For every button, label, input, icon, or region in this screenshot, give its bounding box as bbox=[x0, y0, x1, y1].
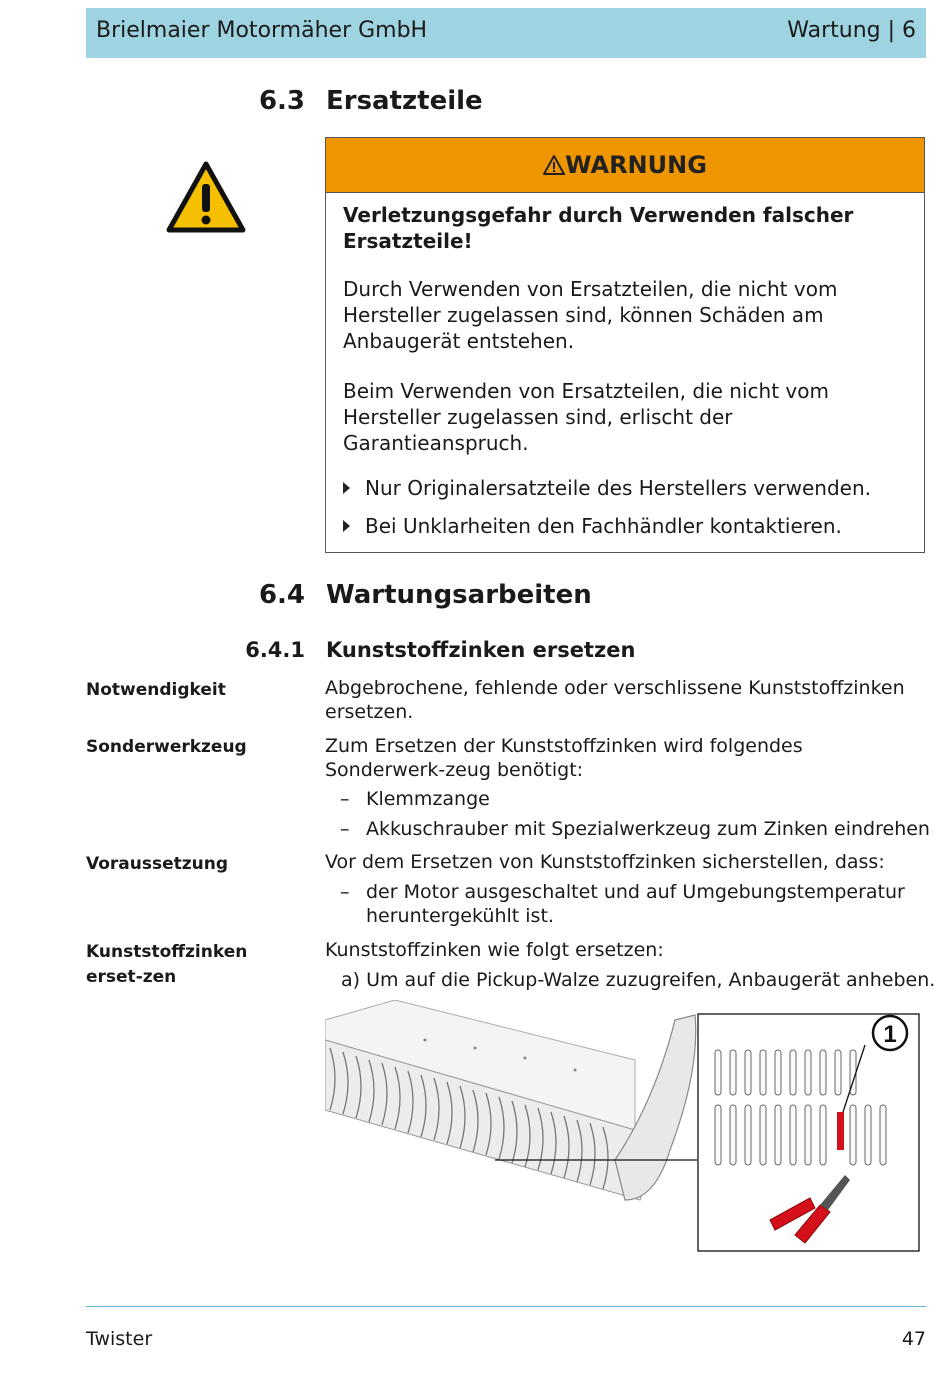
arrow-right-icon bbox=[343, 482, 350, 494]
section-number: 6.3 bbox=[258, 86, 305, 116]
section-number: 6.4 bbox=[258, 580, 305, 610]
warning-label: WARNUNG bbox=[565, 151, 707, 179]
warning-bullet: Nur Originalersatzteile des Herstellers verwenden. bbox=[343, 475, 871, 501]
footer-divider bbox=[86, 1306, 926, 1307]
warning-headline: Verletzungsgefahr durch Verwenden falscher Ersatzteile! bbox=[343, 203, 854, 253]
list-item: – der Motor ausgeschaltet und auf Umgebungstemperatur heruntergekühlt ist. bbox=[340, 881, 905, 927]
precondition-text: Vor dem Ersetzen von Kunststoffzinken sicherstellen, dass: bbox=[325, 851, 885, 873]
section-title: Ersatzteile bbox=[326, 86, 483, 116]
warning-bullet: Bei Unklarheiten den Fachhändler kontaktieren. bbox=[343, 513, 842, 539]
company-name: Brielmaier Motormäher GmbH bbox=[96, 18, 428, 43]
pickup-roller-illustration bbox=[325, 1000, 925, 1254]
warning-paragraph-1: Durch Verwenden von Ersatzteilen, die nicht vom Hersteller zugelassen sind, können Schäden am Anbaugerät entstehen. bbox=[343, 277, 838, 353]
arrow-right-icon bbox=[343, 520, 350, 532]
subsection-title: Kunststoffzinken ersetzen bbox=[326, 638, 636, 662]
side-label-replace: Kunststoffzinken erset-zen bbox=[86, 942, 248, 987]
callout-number: 1 bbox=[883, 1021, 897, 1048]
step-a: a) Um auf die Pickup-Walze zuzugreifen, Anbaugerät anheben. bbox=[341, 969, 936, 991]
tool-text: Zum Ersetzen der Kunststoffzinken wird folgendes Sonderwerk-zeug benötigt: bbox=[325, 735, 803, 781]
warning-small-icon bbox=[543, 155, 565, 175]
page-header bbox=[86, 8, 926, 58]
subsection-number: 6.4.1 bbox=[245, 638, 305, 662]
page-number: 47 bbox=[901, 1328, 926, 1350]
chapter-label: Wartung | 6 bbox=[787, 18, 916, 43]
side-label-tool: Sonderwerkzeug bbox=[86, 737, 247, 757]
warning-bar bbox=[326, 138, 924, 193]
side-label-precondition: Voraussetzung bbox=[86, 854, 229, 874]
list-item: – Akkuschrauber mit Spezialwerkzeug zum Zinken eindrehen bbox=[340, 818, 930, 840]
footer-product: Twister bbox=[86, 1328, 153, 1350]
replace-text: Kunststoffzinken wie folgt ersetzen: bbox=[325, 939, 664, 961]
need-text: Abgebrochene, fehlende oder verschlissene Kunststoffzinken ersetzen. bbox=[325, 677, 905, 723]
warning-paragraph-2: Beim Verwenden von Ersatzteilen, die nicht vom Hersteller zugelassen sind, erlischt der Garantieanspruch. bbox=[343, 379, 829, 455]
section-title: Wartungsarbeiten bbox=[326, 580, 592, 610]
list-item: – Klemmzange bbox=[340, 788, 490, 810]
replaced-tine-highlight bbox=[837, 1112, 844, 1150]
warning-box bbox=[325, 137, 925, 553]
warning-triangle-icon bbox=[165, 160, 247, 234]
side-label-need: Notwendigkeit bbox=[86, 680, 226, 700]
